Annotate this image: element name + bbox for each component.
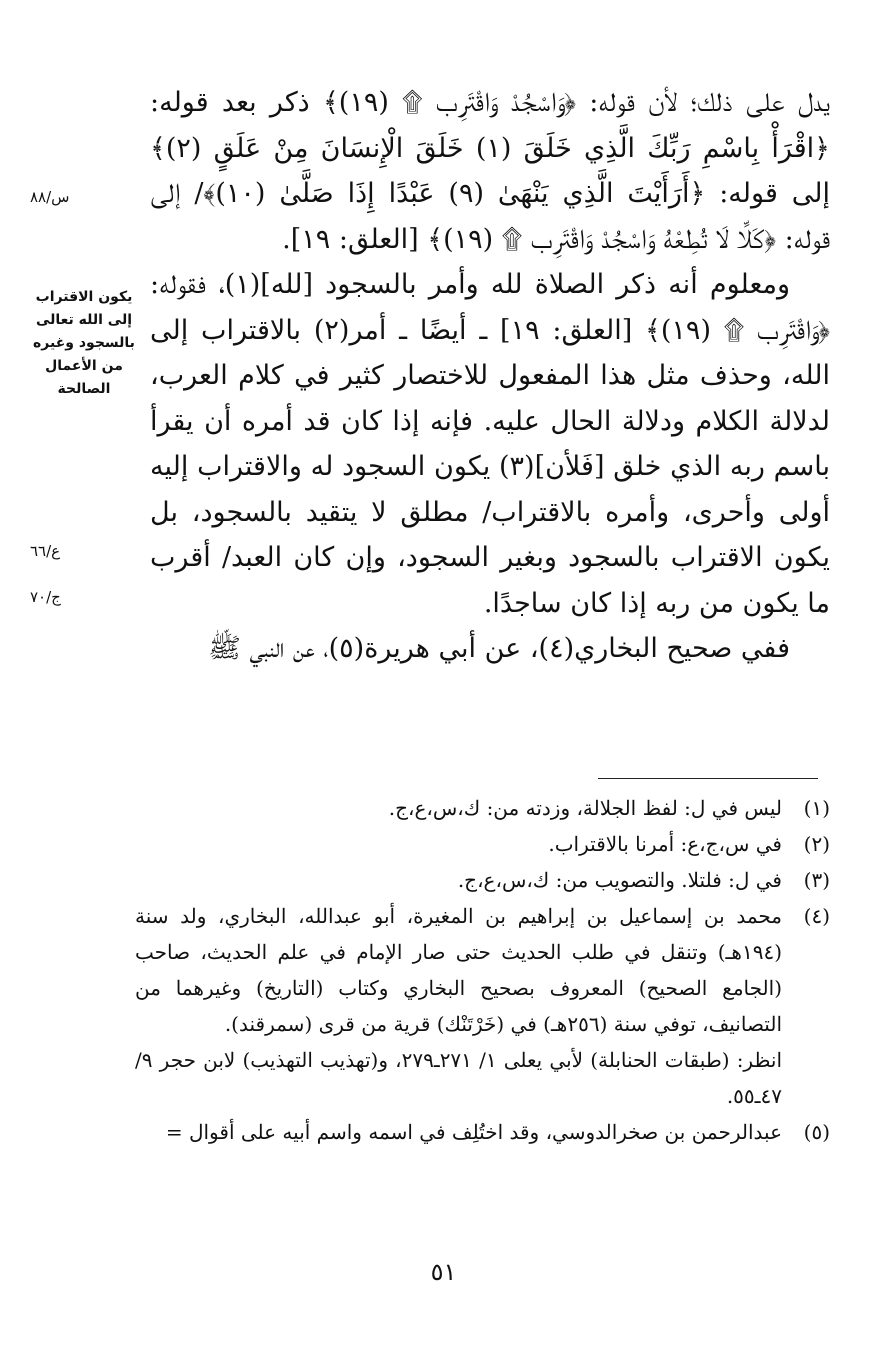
footnote-number: (٢) bbox=[803, 832, 830, 856]
footnote-text: في س،ج،ع: أمرنا بالاقتراب. bbox=[548, 832, 782, 856]
paragraph-1: يدل على ذلك؛ لأن قوله: ﴿وَاسْجُدْ وَاقْتَرِب ۩ (١٩)﴾ ذكر بعد قوله: ﴿اقْرَأْ بِاسْمِ رَبِّكَ الَّذِي خَلَقَ (١) خَلَقَ الْإِنسَانَ مِنْ عَلَقٍ (٢)﴾ إلى قوله: ﴿أَرَأَيْتَ الَّذِي يَنْهَىٰ (٩) عَبْدًا إِذَا صَلَّىٰ (١٠)﴾/ إلى قوله: ﴿كَلَّا لَا تُطِعْهُ وَاسْجُدْ وَاقْتَرِب ۩ (١٩)﴾ [العلق: ١٩]. bbox=[150, 87, 830, 255]
footnote-body: محمد بن إسماعيل بن إبراهيم بن المغيرة، أبو عبدالله، البخاري، ولد سنة (١٩٤هـ) وتنقل في طلب الحديث حتى صار الإمام في علم الحديث، صاحب (الجامع الصحيح) المعروف بصحيح البخاري وكتاب (التاريخ) وغيرهما من التصانيف، توفي سنة (٢٥٦هـ) في (خَرْتَنْك) قرية من قرى (سمرقند). bbox=[135, 904, 783, 1036]
footnote-4 bbox=[135, 898, 830, 1114]
margin-ref-j70: ج/٧٠ bbox=[30, 588, 61, 606]
footnote-text: في ل: فلتلا. والتصويب من: ك،س،ع،ج. bbox=[457, 868, 782, 892]
paragraph-3: ففي صحيح البخاري(٤)، عن أبي هريرة(٥)، عن النبي ﷺ bbox=[208, 633, 790, 664]
footnote-text: عبدالرحمن بن صخرالدوسي، وقد اختُلِف في اسمه واسم أبيه على أقوال = bbox=[165, 1120, 782, 1144]
footnote-number: (٥) bbox=[803, 1120, 830, 1144]
footnote-text: ليس في ل: لفظ الجلالة، وزدته من: ك،س،ع،ج. bbox=[388, 796, 782, 820]
margin-topic-note: يكون الاقتراب إلى الله تعالى بالسجود وغيره من الأعمال الصالحة bbox=[33, 289, 135, 397]
footnote-text bbox=[135, 898, 782, 1114]
footnote-separator bbox=[598, 778, 818, 779]
footnote-2 bbox=[135, 826, 830, 862]
paragraph-2: ومعلوم أنه ذكر الصلاة لله وأمر بالسجود [لله](١)، فقوله: ﴿وَاقْتَرِب ۩ (١٩)﴾ [العلق: ١٩] ـ أيضًا ـ أمر(٢) بالاقتراب إلى الله، وحذف مثل هذا المفعول للاختصار كثير في كلام العرب، لدلالة الكلام ودلالة الحال عليه. فإنه إذا كان قد أمره أن يقرأ باسم ربه الذي خلق [فَلأن](٣) يكون السجود له والاقتراب إليه أولى وأحرى، وأمره بالاقتراب/ مطلق لا يتقيد بالسجود، بل يكون الاقتراب بالسجود وبغير السجود، وإن كان العبد/ أقرب ما يكون من ربه إذا كان ساجدًا. bbox=[150, 269, 830, 619]
margin-ref-s88: س/٨٨ bbox=[30, 188, 70, 206]
footnote-1 bbox=[135, 790, 830, 826]
footnote-reference: انظر: (طبقات الحنابلة) لأبي يعلى ١/ ٢٧١ـ٢٧٩، و(تهذيب التهذيب) لابن حجر ٩/ ٤٧ـ٥٥. bbox=[135, 1048, 782, 1108]
footnote-number: (٣) bbox=[803, 868, 830, 892]
footnote-3 bbox=[135, 862, 830, 898]
footnote-number: (١) bbox=[803, 796, 830, 820]
margin-ref-a66: ع/٦٦ bbox=[30, 542, 61, 560]
footnotes bbox=[135, 790, 830, 1150]
footnote-5 bbox=[135, 1114, 830, 1150]
page-number: ٥١ bbox=[430, 1258, 457, 1286]
footnote-number: (٤) bbox=[803, 904, 830, 928]
main-text bbox=[150, 80, 830, 672]
